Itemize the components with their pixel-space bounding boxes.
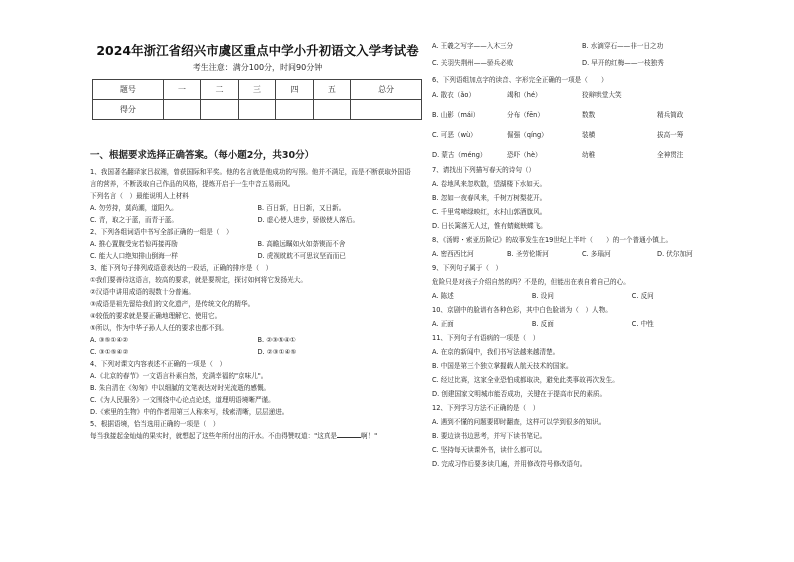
score-table-score-row [93,100,422,120]
option-row[interactable] [432,109,732,121]
option-d[interactable]: D. ②③①④⑤ [257,348,297,356]
score-cell[interactable] [351,100,422,120]
question-5 [90,418,425,442]
option-c[interactable]: C. 坚持每天读课外书，读什么都可以。 [432,446,547,454]
left-column [90,40,425,442]
answer-blank[interactable] [337,430,361,438]
score-cell[interactable] [313,100,350,120]
option-c[interactable]: C. ③①⑤④② [90,348,129,356]
question-stem: 6、下列语组加点字的读音、字形完全正确的一项是（ ） [432,76,608,84]
score-table-header-cell: 总分 [351,80,422,100]
question-stem: 12、下列学习方法不正确的是（ ） [432,404,540,412]
option-a-word-3: 狡辩哄堂大笑 [582,91,622,99]
option-c[interactable]: C. 经过比赛，这家全业恐怕成都取决，避免此类事故再次发生。 [432,376,619,384]
option-d-word-4: 全神贯注 [657,151,684,159]
score-cell[interactable] [163,100,200,120]
option-a[interactable]: A. ③⑤①④② [90,336,129,344]
question-10 [432,304,732,330]
option-d[interactable]: D.《索里的生物》中的作者用第三人称来写，线索清晰，层层递进。 [90,408,289,416]
option-a[interactable]: A. 遇到不懂的问题要即时翻查，这样可以学到很多的知识。 [432,418,606,426]
question-8 [432,234,732,260]
question-12 [432,402,732,470]
question-line-tail: 啊！" [361,432,378,440]
option-c[interactable]: C. 中性 [631,320,654,328]
option-d[interactable]: D. 日长篱落无人过，惟有蜻蜓蛱蝶飞。 [432,222,547,230]
option-d-word-1: D. 蒙古（méng） [432,151,487,159]
option-d-word-3: 幼稚 [582,151,596,159]
option-b[interactable]: B. 水滴穿石——非一日之功 [582,42,664,50]
option-c[interactable]: C.《为人民服务》一文围绕中心论点论述，道理明语境晰严谨。 [90,396,275,404]
sentence-item: ④较低的要求就是要正确地理解它、使用它。 [90,312,222,320]
option-c-word-1: C. 可恶（wù） [432,131,477,139]
question-stem: 8、《汤姆・索亚历险记》的故事发生在19世纪上半叶（ ）的一个普通小镇上。 [432,236,673,244]
question-stem: 9、下列句子属于（ ） [432,264,503,272]
option-a-word-2: 竭和（hé） [507,91,542,99]
question-text [90,430,425,442]
question-11 [432,332,732,400]
option-c[interactable]: C. 多瑙河 [582,250,611,258]
score-table-header-cell: 五 [313,80,350,100]
option-b[interactable]: B. 忽如一夜春风来，千树万树梨花开。 [432,194,547,202]
option-a[interactable]: A. 卷地风来忽吹散，望湖楼下水如天。 [432,180,547,188]
option-c[interactable]: C. 能大人口绝知排山倒海一样 [90,252,178,260]
option-c-word-4: 拔高一筹 [657,131,684,139]
option-b[interactable]: B. 要边读书边思考，并写下读书笔记。 [432,432,547,440]
score-cell[interactable] [238,100,275,120]
sentence-item: ⑤所以，作为中华子孙人人任的要求也都不到。 [90,324,228,332]
question-text: 危险只是对孩子介绍自然的吗？不是的，但能出在表自着自己的心。 [432,278,630,286]
score-table-header-cell: 一 [163,80,200,100]
option-a[interactable]: A. 密西西比河 [432,250,474,258]
option-a-word-4 [657,89,732,101]
question-line: 每当我接起金灿灿的果实时，就想起了这些年所付出的汗水。不由得赞叹道："这真是 [90,432,337,440]
option-row [90,250,425,262]
option-b[interactable]: B. 反面 [531,320,554,328]
option-c-word-3: 装横 [582,131,596,139]
question-stem: 2、下列各组词语中书写全部正确的一组是（ ） [90,228,233,236]
option-a[interactable]: A. 推心置腹受宠若惊再接再励 [90,240,178,248]
question-stem: 4、下列对课文内容表述不正确的一项是（ ） [90,360,227,368]
question-7 [432,164,732,232]
option-b[interactable]: B. ②③⑤④① [257,336,296,344]
option-a[interactable]: A. 王羲之写字——入木三分 [432,42,514,50]
option-row [90,202,425,214]
option-b[interactable]: B. 中国是第三个独立掌握载人航天技术的国家。 [432,362,573,370]
option-row[interactable] [432,129,732,141]
option-row [432,248,732,260]
option-a[interactable]: A. 正面 [432,320,454,328]
question-text: 下列名言（ ）最能说明人上材料 [90,192,189,200]
option-d[interactable]: D. 早开的红梅——一枝独秀 [582,59,664,67]
score-table-header-cell: 四 [276,80,313,100]
option-row [90,238,425,250]
question-text: 1、我国著名翻译家吕叔湘，曾获国际和平奖。他的名言就是他成功的写照。他并不满足，而是不断获取外国语 [90,168,411,176]
option-d[interactable]: D. 伏尔加河 [657,250,693,258]
section-heading: 一、根据要求选择正确答案。（每小题2分，共30分） [90,150,315,161]
question-1 [90,166,425,226]
question-9 [432,262,732,302]
option-row [432,57,732,69]
option-d-word-2: 恐吓（hè） [507,151,542,159]
option-row [90,334,425,346]
option-row [90,214,425,226]
option-a[interactable]: A. 陈述 [432,292,454,300]
option-d[interactable]: D. 虚心使人进步，骄傲使人落后。 [257,216,360,224]
sentence-item: ①我们要善待这语言，较高的要求，就是要规定，探讨如何将它发扬光大。 [90,276,307,284]
option-b[interactable]: B. 百日新，日日新，又日新。 [257,204,346,212]
option-b[interactable]: B. 设问 [531,292,554,300]
question-2 [90,226,425,262]
option-a[interactable]: A.《北京的春节》一文语言朴素自然，充满幸福的"京味儿"。 [90,372,268,380]
option-b[interactable]: B. 朱自清在《匆匆》中以细腻的文笔表达对时光流逝的感慨。 [90,384,271,392]
question-stem: 7、请找出下列描写春天的诗句（） [432,166,536,174]
option-b[interactable]: B. 圣劳伦斯河 [507,250,549,258]
option-row [432,318,732,330]
score-table [92,79,422,120]
option-row [90,346,425,358]
option-d[interactable]: D. 虎视眈眈不可思议坚而而已 [257,252,346,260]
score-cell[interactable] [201,100,238,120]
question-stem: 11、下列句子有语病的一项是（ ） [432,334,540,342]
score-table-header-cell: 二 [201,80,238,100]
score-cell[interactable] [276,100,313,120]
option-c[interactable]: C. 青，取之于蓝，而青于蓝。 [90,216,178,224]
option-b-word-1: B. 山影（mái） [432,111,480,119]
option-b-word-3: 数数 [582,111,596,119]
score-table-header-cell: 三 [238,80,275,100]
option-row [432,40,732,52]
option-d[interactable]: D. 完成习作后要多读几遍，并用修改符号修改语句。 [432,460,587,468]
score-table-header-row [93,80,422,100]
option-d[interactable]: D. 创建国家文明城市能否成功，关键在于提高市民的素质。 [432,390,607,398]
option-row [432,290,732,302]
question-4 [90,358,425,418]
question-stem: 5、根据语境，恰当选用正确的一项是（ ） [90,420,220,428]
option-a-word-1: A. 散衣（ǎo） [432,91,476,99]
sentence-item: ③成语是祖先留给我们的文化遗产，是传统文化的精华。 [90,300,255,308]
option-a[interactable]: A. 在京的新闻中，我们书写法越来越清楚。 [432,348,560,356]
option-a[interactable]: A. 勿劳持，莫尚潮，道阳久。 [90,204,178,212]
right-column [432,40,732,470]
option-b-word-2: 分布（fēn） [507,111,544,119]
option-c-word-2: 倔强（qíng） [507,131,548,139]
question-stem: 10、京剧中的脸谱有各种色彩，其中白色脸谱为（ ）人物。 [432,306,612,314]
question-6 [432,74,732,161]
option-row[interactable] [432,89,732,101]
score-row-label: 得分 [93,100,164,120]
option-c[interactable]: C. 反问 [631,292,654,300]
option-row[interactable] [432,149,732,161]
option-b-word-4: 精兵简政 [657,111,684,119]
option-b[interactable]: B. 高瞻远瞩如火如荼锲而不舍 [257,240,346,248]
exam-notice: 考生注意：满分100分，时间90分钟 [192,63,323,72]
option-c[interactable]: C. 关羽失荆州——骄兵必败 [432,59,514,67]
sentence-item: ②汉语中讲用成语的现数十分普遍。 [90,288,195,296]
question-3 [90,262,425,358]
exam-title: 2024年浙江省绍兴市虞区重点中学小升初语文入学考试卷 [96,43,419,58]
question-text: 言的营养，不断汲取自己作品的风格，提炼开启于一生中音五易雨风。 [90,180,295,188]
option-c[interactable]: C. 千里莺啼绿映红，水村山郭酒旗风。 [432,208,547,216]
question-stem: 3、能下列句子排列成语意表达的一段话，正确的排序是（ ） [90,264,273,272]
score-table-header-cell: 题号 [93,80,164,100]
